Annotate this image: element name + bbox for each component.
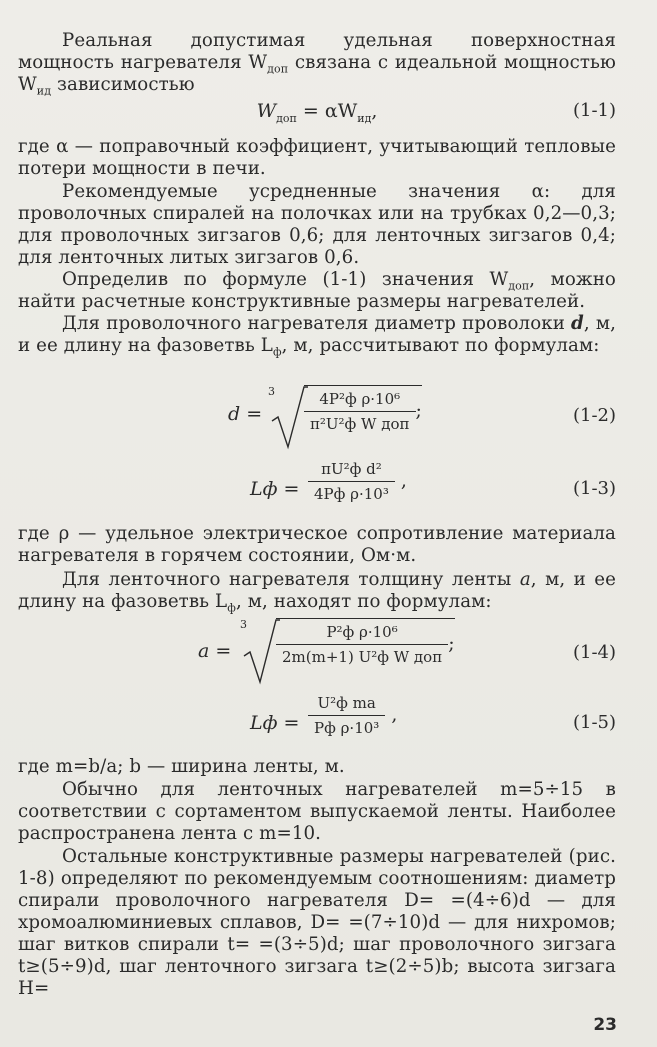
equation-number: (1-3) [572, 478, 616, 499]
text-run: Рекомендуемые усредненные значения α: для проволочных спиралей на полочках или на трубках 0,2—0,3; для проволочных зигзагов 0,6; для ленточных зигзагов 0,4; для ленточных литых зигзагов 0,6. [18, 181, 616, 268]
fraction [304, 390, 416, 433]
paragraph-recommended [18, 181, 616, 269]
text-run: , м, и ее длину на фазоветвь L [18, 313, 616, 356]
formula-1-5: Lф = $\frac{\text{U²ф ma}}{\text{Pф ρ·10³}}$ , (1-5) [250, 694, 616, 737]
paragraph-ribbon [18, 569, 616, 613]
paragraph-alpha [18, 136, 616, 180]
text-run: зависимостью [51, 74, 195, 95]
text-run: Обычно для ленточных нагревателей m=5÷15 в соответствии с сортаментом выпускаемой ленты. Наиболее распространена лента с m=10. [18, 779, 616, 844]
paragraph-rho [18, 523, 616, 567]
formula-1-2 [18, 385, 616, 453]
text-run: , м, рассчитывают по формулам: [281, 335, 600, 356]
subscript: ф [227, 601, 236, 615]
fraction [308, 694, 385, 737]
formula-1-1: $W_{доп} = \alpha W_{ид}$, (1-1) [256, 100, 616, 125]
formula-symbol: W [256, 100, 277, 122]
cube-root: 3 $\frac{\text{4P²ф ρ·10⁶}}{\text{π²U²ф W доп}}$ ; [268, 385, 422, 451]
formula-1-3: Lф = $\frac{\text{πU²ф d²}}{\text{4Pф ρ·10³}}$ , (1-3) [250, 460, 616, 503]
formula-lhs: Lф = [250, 712, 300, 734]
symbol-a: a [519, 569, 531, 590]
text-run: Определив по формуле (1-1) значения W [62, 269, 509, 290]
subscript: ид [357, 111, 372, 125]
text-run: Остальные конструктивные размеры нагревателей (рис. 1-8) определяют по рекомендуемым соотношениям: диаметр спирали проволочного нагревателя D= =(4÷6)d — для хромоалюминиевых сплавов, D= =(7÷10)d — для нихромов; шаг витков спирали t= =(3÷5)d; шаг проволочного зигзага t≥(5÷9)d, шаг ленточного зигзага t≥(2÷5)b; высота зигзага H= [18, 846, 616, 999]
cube-root: 3 $\frac{\text{P²ф ρ·10⁶}}{\text{2m(m+1) U²ф W доп}}$ ; [240, 618, 455, 686]
text-run: где α — поправочный коэффициент, учитывающий тепловые потери мощности в печи. [18, 136, 616, 179]
paragraph-wire [18, 313, 616, 357]
denominator: 4Pф ρ·10³ [308, 481, 395, 503]
equation-number: (1-2) [572, 405, 616, 426]
formula-lhs: a = [198, 640, 232, 662]
root-index: 3 [240, 618, 247, 631]
numerator: πU²ф d² [321, 460, 382, 478]
text-run: где m=b/a; b — ширина ленты, м. [18, 756, 345, 777]
symbol-d: d [571, 313, 584, 334]
equation-number: (1-4) [572, 642, 616, 663]
subscript: ид [36, 84, 52, 98]
formula-text: = αW [296, 100, 358, 122]
text-run: , можно найти расчетные конструктивные размеры нагревателей. [18, 269, 616, 312]
paragraph-m-def [18, 756, 616, 778]
formula-lhs: d = [228, 403, 263, 425]
subscript: доп [267, 62, 289, 76]
denominator: π²U²ф W доп [304, 411, 416, 433]
text-run: , м, и ее длину на фазоветвь L [18, 569, 617, 612]
text-run: , м, находят по формулам: [235, 591, 492, 612]
root-index: 3 [268, 385, 275, 398]
paragraph-determine [18, 269, 616, 313]
radical-sign [268, 385, 308, 451]
numerator: P²ф ρ·10⁶ [326, 623, 398, 641]
numerator: U²ф ma [317, 694, 376, 712]
fraction [308, 460, 395, 503]
formula-1-4 [18, 618, 616, 688]
denominator: Pф ρ·10³ [308, 715, 385, 737]
page-number: 23 [593, 1015, 617, 1035]
text-run: Для ленточного нагревателя толщину ленты [62, 569, 520, 590]
paragraph-usually [18, 779, 616, 845]
text-run: связана с идеальной мощностью W [18, 52, 616, 95]
equation-number: (1-1) [572, 100, 616, 121]
numerator: 4P²ф ρ·10⁶ [319, 390, 401, 408]
text-run: Для проволочного нагревателя диаметр проволоки [62, 313, 572, 334]
denominator: 2m(m+1) U²ф W доп [276, 644, 448, 666]
subscript: доп [276, 111, 297, 125]
text-run: где ρ — удельное электрическое сопротивление материала нагревателя в горячем состоянии, Ом·м. [18, 523, 616, 566]
radical-sign [240, 618, 280, 686]
equation-number: (1-5) [572, 712, 616, 733]
text-run: Реальная допустимая удельная поверхностная мощность нагревателя W [18, 30, 616, 73]
fraction [276, 623, 448, 666]
subscript: ф [272, 345, 282, 359]
formula-lhs: Lф = [250, 478, 300, 500]
subscript: доп [508, 279, 530, 293]
paragraph-intro [18, 30, 616, 96]
paragraph-other-dims [18, 846, 616, 1000]
